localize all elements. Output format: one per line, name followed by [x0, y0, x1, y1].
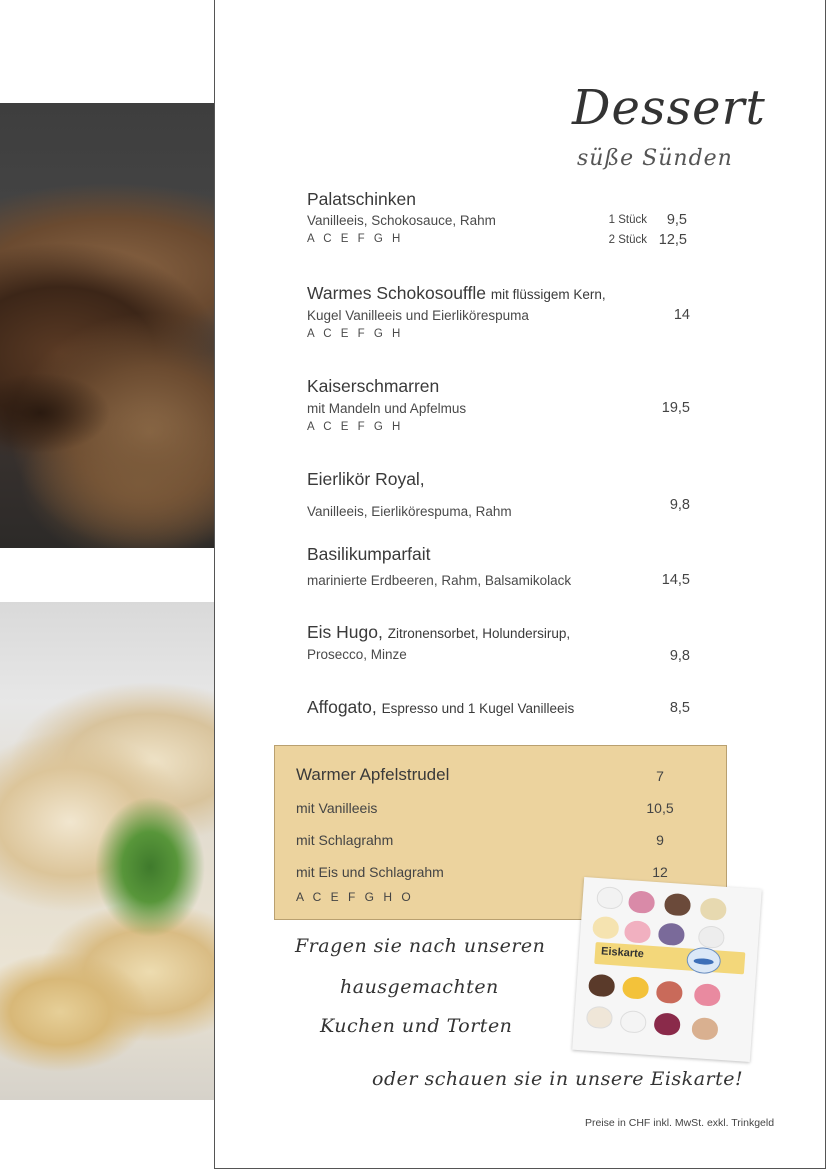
item-inline-description: Espresso und 1 Kugel Vanilleeis: [381, 701, 575, 716]
strudel-option-price: 10,5: [646, 800, 674, 816]
item-name: Eierlikör Royal,: [307, 469, 425, 489]
item-inline-description: mit flüssigem Kern,: [490, 287, 606, 302]
item-price: 9,8: [669, 497, 690, 513]
item-name: Kaiserschmarren: [307, 376, 440, 396]
item-name: Palatschinken: [307, 189, 416, 209]
item-qty: 1 Stück: [608, 214, 647, 226]
kaiserschmarren-photo: [0, 602, 214, 1100]
handwritten-line: Fragen sie nach unseren: [295, 935, 546, 957]
item-price: 9,5: [666, 212, 687, 228]
lava-cake-photo: [0, 103, 214, 548]
handwritten-line: oder schauen sie in unsere Eiskarte!: [372, 1068, 744, 1090]
eiskarte-label: Eiskarte: [600, 945, 645, 961]
item-description: mit Mandeln und Apfelmus: [307, 401, 467, 416]
strudel-option-price: 9: [656, 832, 664, 848]
handwritten-line: Kuchen und Torten: [320, 1015, 513, 1037]
item-description: Vanilleeis, Schokosauce, Rahm: [307, 213, 496, 228]
item-description: marinierte Erdbeeren, Rahm, Balsamikolack: [307, 573, 572, 588]
item-price: 19,5: [661, 400, 690, 416]
item-description: Kugel Vanilleeis und Eierlikörespuma: [307, 308, 529, 323]
page-title: Dessert: [572, 80, 766, 136]
strudel-allergens: A C E F G H O: [296, 890, 414, 904]
item-allergens: A C E F G H: [307, 421, 404, 433]
item-allergens: A C E F G H: [307, 328, 404, 340]
item-price: 14: [673, 307, 690, 323]
price-note: Preise in CHF inkl. MwSt. exkl. Trinkgeld: [585, 1117, 775, 1129]
item-qty: 2 Stück: [608, 234, 647, 246]
item-price: 12,5: [658, 232, 687, 248]
strudel-name: Warmer Apfelstrudel: [296, 765, 450, 784]
item-description: Prosecco, Minze: [307, 647, 407, 662]
item-name: Affogato,: [307, 697, 377, 717]
item-name: Warmes Schokosouffle: [307, 283, 486, 303]
item-name: Basilikumparfait: [307, 544, 431, 564]
item-price: 14,5: [661, 572, 690, 588]
strudel-price: 7: [656, 768, 664, 784]
item-description: Vanilleeis, Eierlikörespuma, Rahm: [307, 504, 512, 519]
strudel-option-label: mit Eis und Schlagrahm: [296, 864, 444, 880]
item-price: 8,5: [669, 700, 690, 716]
eiskarte-card: [572, 877, 762, 1062]
strudel-option-label: mit Schlagrahm: [296, 832, 394, 848]
item-price: 9,8: [669, 648, 690, 664]
strudel-option-label: mit Vanilleeis: [296, 800, 378, 816]
page-subtitle: süße Sünden: [577, 146, 733, 171]
item-inline-description: Zitronensorbet, Holundersirup,: [387, 626, 571, 641]
item-name: Eis Hugo,: [307, 622, 383, 642]
handwritten-line: hausgemachten: [340, 976, 499, 998]
item-allergens: A C E F G H: [307, 233, 404, 245]
strudel-option-price: 12: [652, 864, 668, 880]
